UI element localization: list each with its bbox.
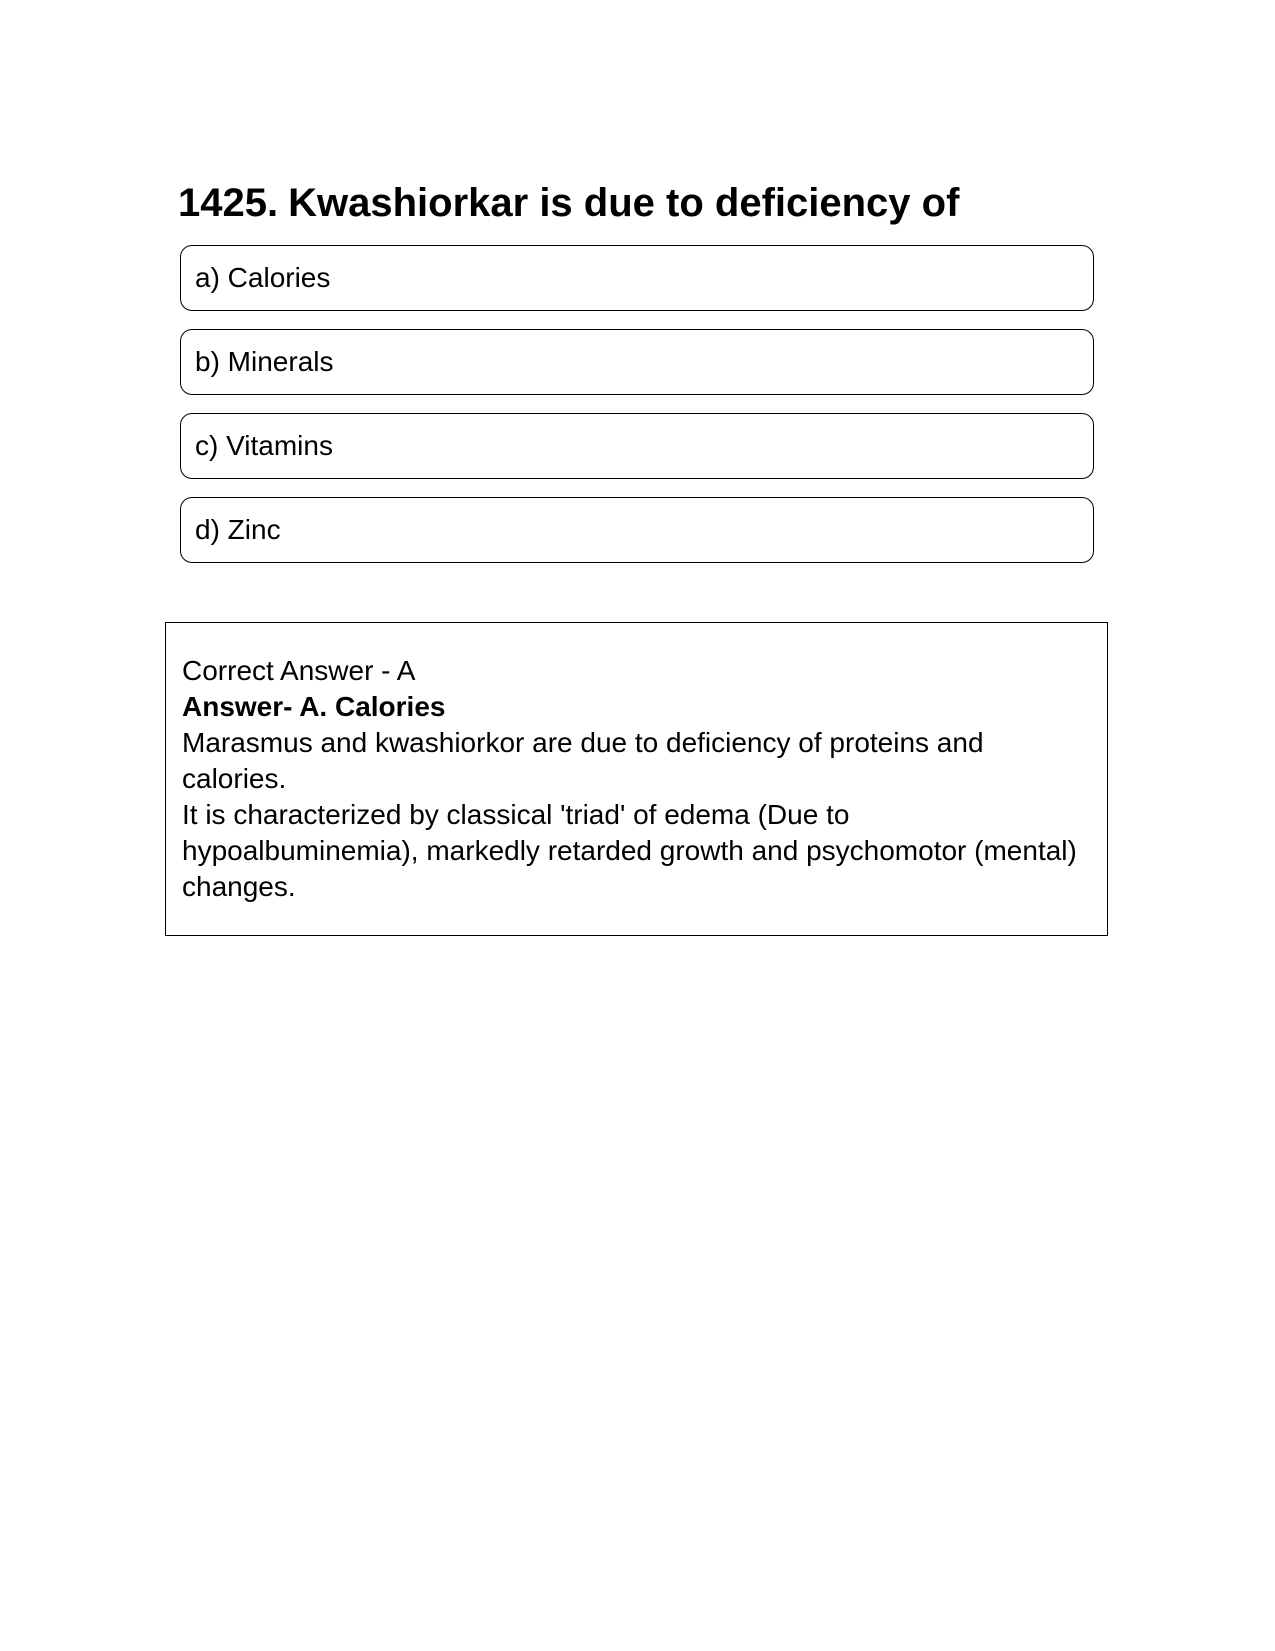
explanation-paragraph-1: Marasmus and kwashiorkor are due to deficiency of proteins and calories. — [182, 727, 984, 794]
answer-box — [165, 622, 1108, 936]
option-d[interactable]: d) Zinc — [180, 497, 1094, 563]
answer-heading: Answer- A. Calories — [182, 691, 446, 722]
correct-answer-line: Correct Answer - A — [182, 655, 416, 686]
question-number: 1425. — [178, 181, 279, 225]
option-c[interactable]: c) Vitamins — [180, 413, 1094, 479]
option-b[interactable]: b) Minerals — [180, 329, 1094, 395]
option-a[interactable]: a) Calories — [180, 245, 1094, 311]
explanation-paragraph-2: It is characterized by classical 'triad' of edema (Due to hypoalbuminemia), markedly retarded growth and psychomotor (mental) changes. — [182, 799, 1077, 902]
question-title — [178, 178, 959, 228]
question-text: Kwashiorkar is due to deficiency of — [288, 181, 960, 225]
